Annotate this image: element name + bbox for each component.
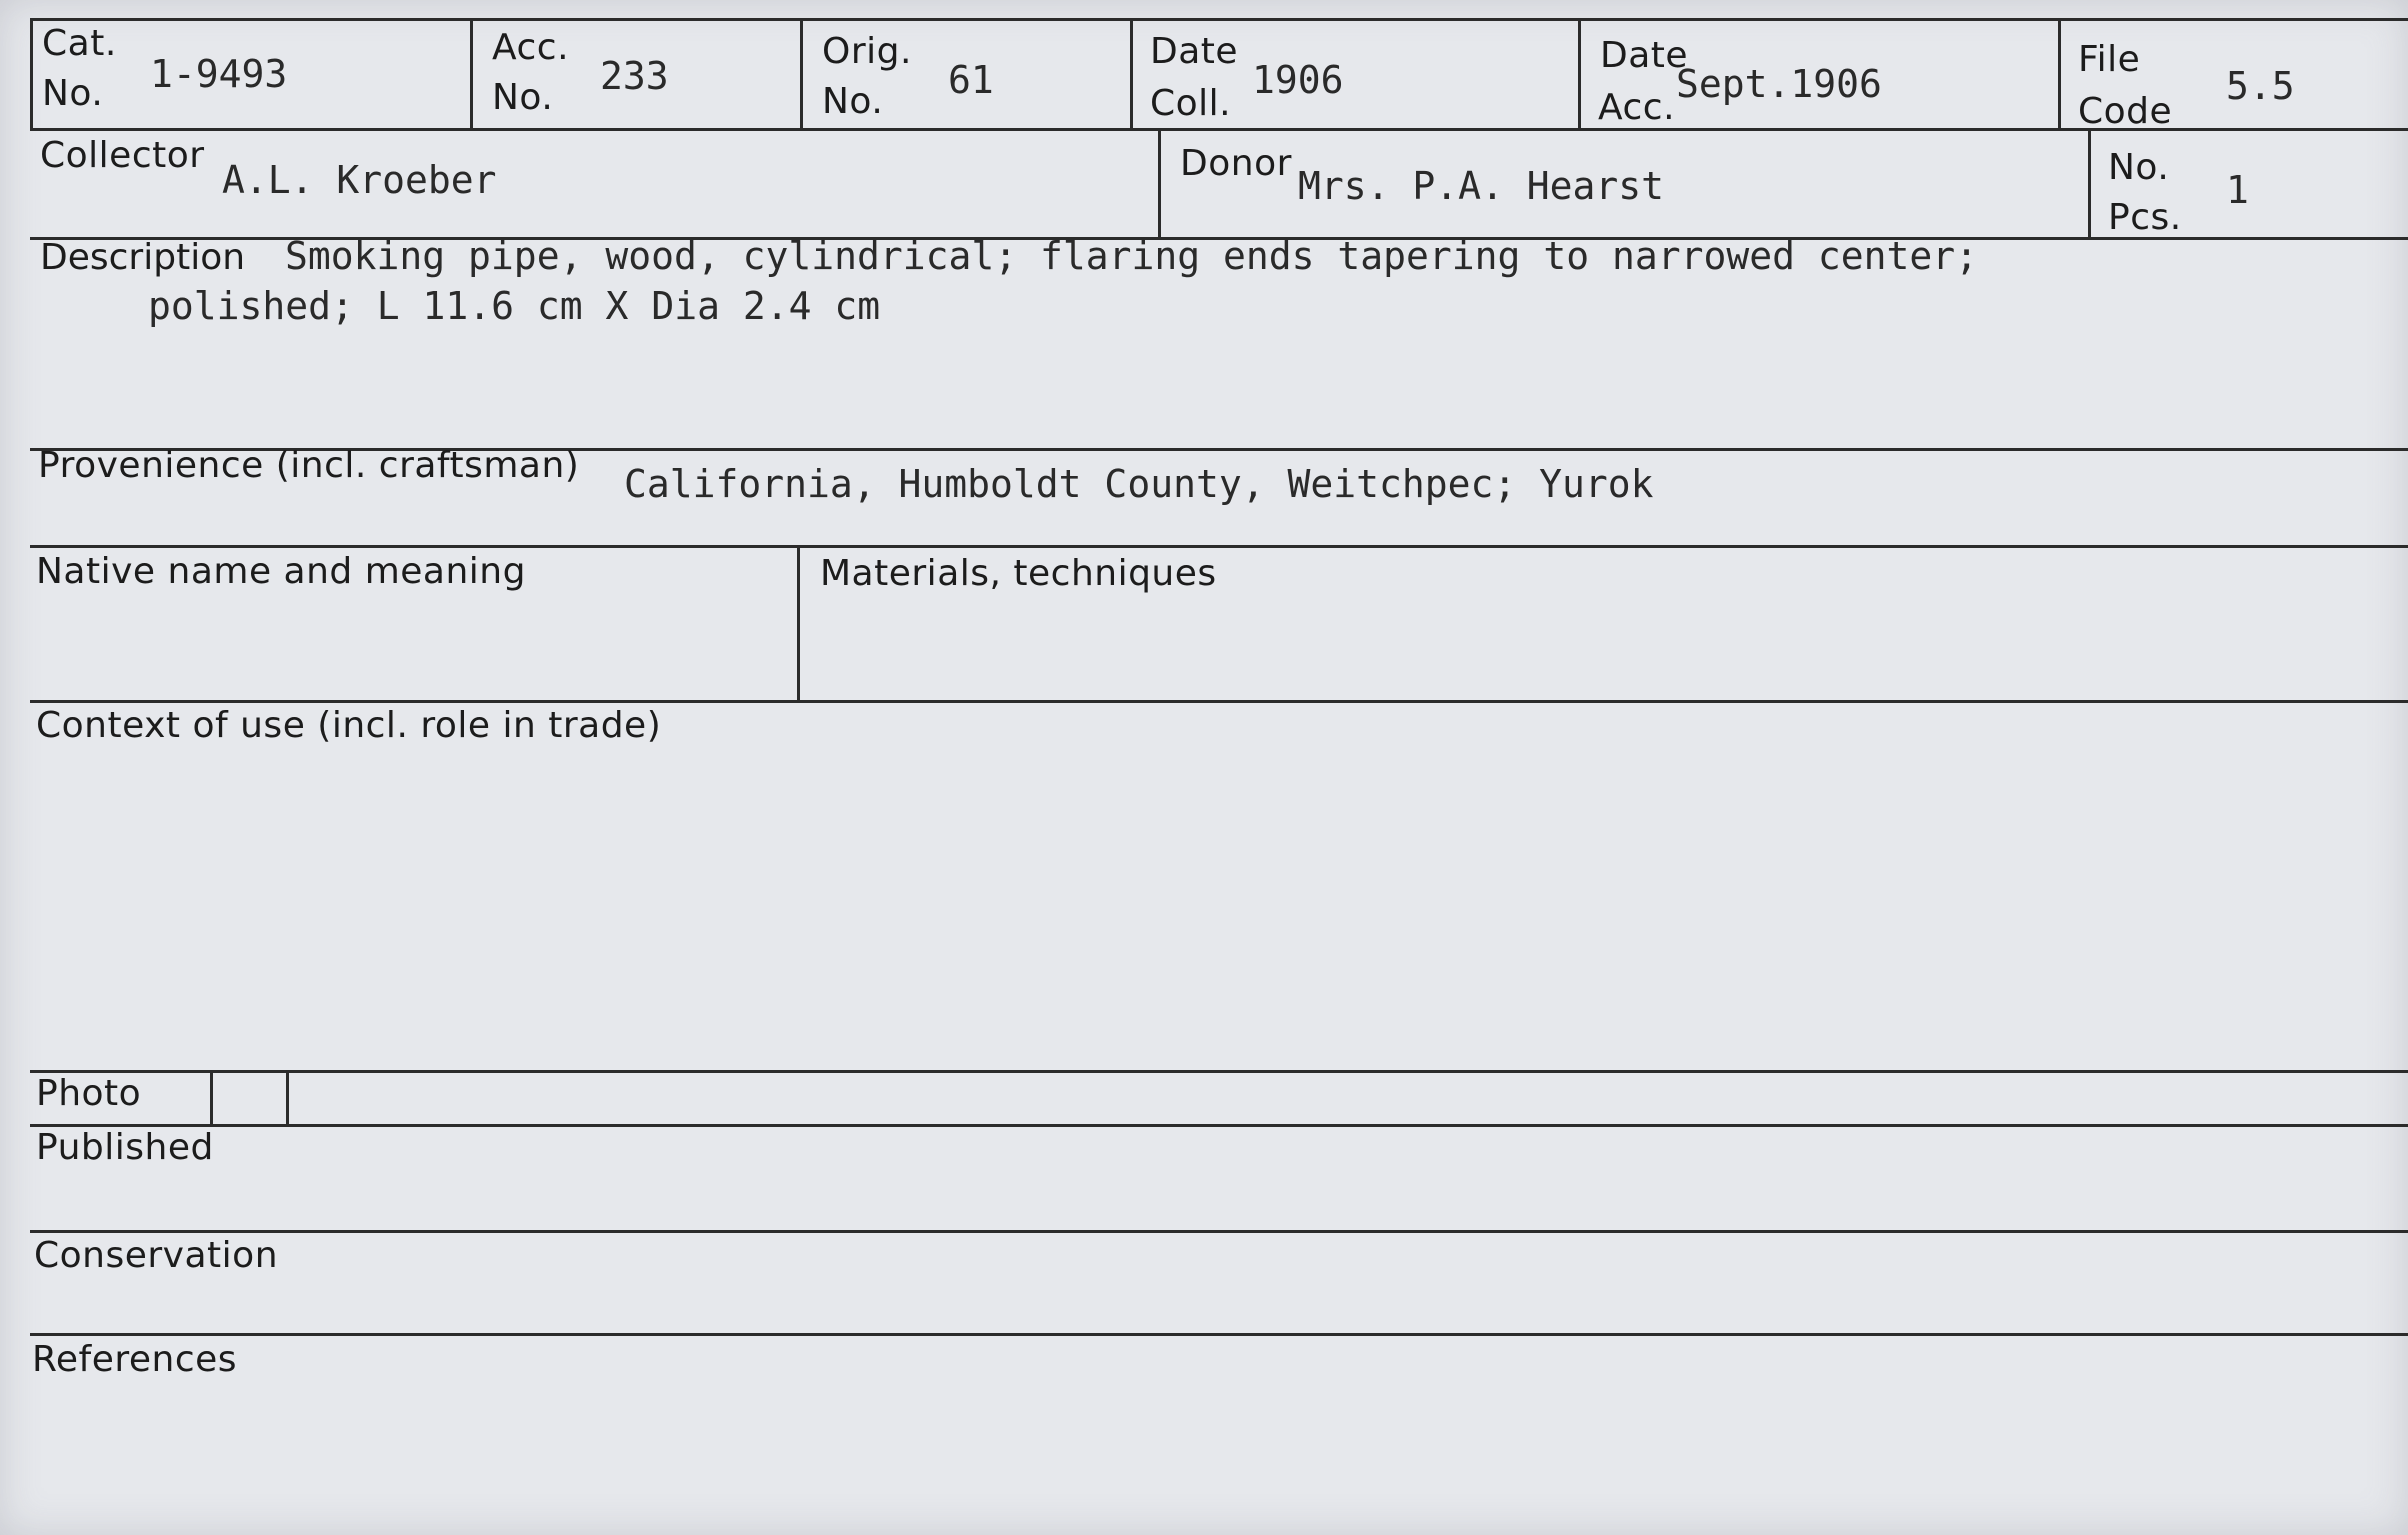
no-pcs-value: 1 [2226, 168, 2249, 212]
row2-divider-1 [1158, 128, 1161, 240]
native-materials-divider [797, 545, 800, 703]
file-code-label-1: File [2078, 39, 2141, 80]
date-coll-value: 1906 [1252, 58, 1344, 102]
description-block [40, 232, 2340, 330]
donor-label: Donor [1180, 143, 1292, 184]
provenience-bottom-rule [30, 545, 2408, 548]
date-coll-label-2: Coll. [1150, 83, 1232, 124]
conservation-bottom-rule [30, 1333, 2408, 1336]
no-pcs-label-1: No. [2108, 147, 2170, 188]
date-acc-label-1: Date [1600, 35, 1689, 76]
references-label: References [32, 1339, 238, 1380]
collector-label: Collector [40, 135, 205, 176]
top-rule [30, 18, 2408, 21]
native-name-label: Native name and meaning [36, 551, 526, 592]
acc-no-label-2: No. [492, 77, 554, 118]
provenience-label: Provenience (incl. craftsman) [38, 445, 580, 486]
description-line-1: Smoking pipe, wood, cylindrical; flaring ends tapering to narrowed center; [285, 234, 1978, 278]
conservation-label: Conservation [34, 1235, 279, 1276]
cat-no-value: 1-9493 [150, 52, 288, 96]
photo-box-divider-2 [286, 1070, 289, 1124]
date-acc-label-2: Acc. [1598, 87, 1676, 128]
donor-value: Mrs. P.A. Hearst [1298, 164, 1665, 208]
collector-value: A.L. Kroeber [222, 158, 497, 202]
orig-no-label-2: No. [822, 81, 884, 122]
no-pcs-label-2: Pcs. [2108, 197, 2182, 238]
photo-label: Photo [36, 1073, 142, 1114]
photo-box-divider-1 [210, 1070, 213, 1124]
description-line-2: polished; L 11.6 cm X Dia 2.4 cm [148, 284, 881, 328]
file-code-label-2: Code [2078, 91, 2173, 132]
header-bottom-rule [30, 128, 2408, 131]
published-bottom-rule [30, 1230, 2408, 1233]
header-divider-1 [470, 18, 473, 131]
cat-no-label-2: No. [42, 73, 104, 114]
left-border [30, 18, 33, 131]
date-acc-value: Sept.1906 [1676, 62, 1882, 106]
date-coll-label-1: Date [1150, 31, 1239, 72]
orig-no-value: 61 [948, 58, 994, 102]
acc-no-value: 233 [600, 54, 669, 98]
published-label: Published [36, 1127, 214, 1168]
context-label: Context of use (incl. role in trade) [36, 705, 662, 746]
file-code-value: 5.5 [2226, 64, 2295, 108]
header-divider-3 [1130, 18, 1133, 131]
header-divider-4 [1578, 18, 1581, 131]
provenience-value: California, Humboldt County, Weitchpec; Yurok [624, 462, 1654, 506]
description-label: Description [40, 237, 246, 278]
orig-no-label-1: Orig. [822, 31, 912, 72]
header-divider-2 [800, 18, 803, 131]
row2-divider-2 [2088, 128, 2091, 240]
cat-no-label-1: Cat. [42, 23, 117, 64]
native-bottom-rule [30, 700, 2408, 703]
acc-no-label-1: Acc. [492, 27, 570, 68]
photo-bottom-rule [30, 1124, 2408, 1127]
header-divider-5 [2058, 18, 2061, 131]
materials-label: Materials, techniques [820, 553, 1217, 594]
context-bottom-rule [30, 1070, 2408, 1073]
